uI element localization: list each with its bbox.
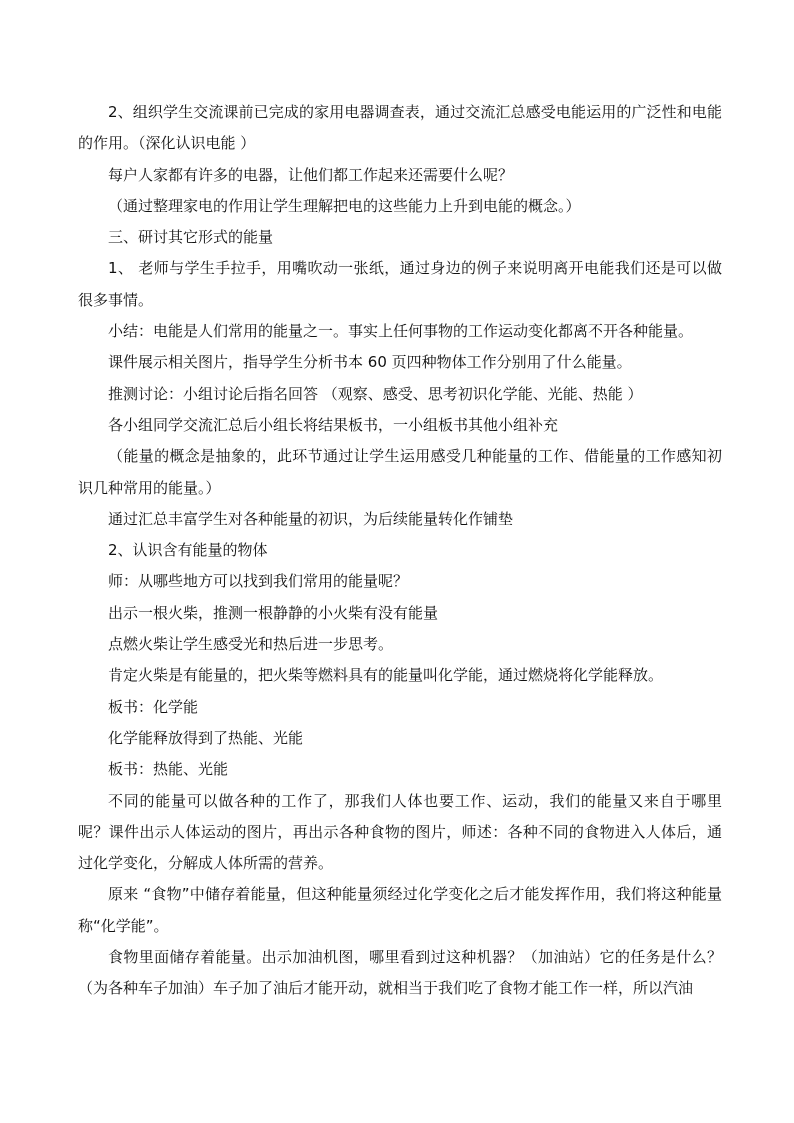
paragraph: 各小组同学交流汇总后小组长将结果板书，一小组板书其他小组补充: [108, 415, 559, 434]
paragraph: （通过整理家电的作用让学生理解把电的这些能力上升到电能的概念。）: [108, 196, 581, 215]
paragraph: 不同的能量可以做各种的工作了，那我们人体也要工作、运动，我们的能量又来自于哪里呢？课件出示人体运动的图片，再出示各种食物的图片，师述：各种不同的食物进入人体后，通过化学变化，分解成人体所需的营养。: [78, 791, 722, 873]
paragraph: 小结：电能是人们常用的能量之一。事实上任何事物的工作运动变化都离不开各种能量。: [108, 322, 694, 341]
paragraph: 出示一根火柴，推测一根静静的小火柴有没有能量: [108, 603, 439, 622]
board-note: 板书：化学能: [108, 697, 199, 716]
subsection-heading: 2、认识含有能量的物体: [108, 541, 268, 560]
paragraph: 食物里面储存着能量。出示加油机图，哪里看到过这种机器？（加油站）它的任务是什么？（为各种车子加油）车子加了油后才能开动，就相当于我们吃了食物才能工作一样，所以汽油: [78, 948, 722, 998]
board-note: 板书：热能、光能: [108, 760, 229, 779]
section-heading: 三、研讨其它形式的能量: [108, 228, 274, 247]
paragraph: 课件展示相关图片，指导学生分析书本 60 页四种物体工作分别用了什么能量。: [108, 353, 632, 372]
paragraph: 每户人家都有许多的电器，让他们都工作起来还需要什么呢？: [108, 165, 514, 184]
paragraph: 推测讨论：小组讨论后指名回答 （观察、感受、思考初识化学能、光能、热能 ）: [108, 384, 643, 403]
paragraph: （能量的概念是抽象的，此环节通过让学生运用感受几种能量的工作、借能量的工作感知初识几种常用的能量。）: [78, 447, 722, 497]
paragraph: 2、组织学生交流课前已完成的家用电器调查表，通过交流汇总感受电能运用的广泛性和电能的作用。（深化认识电能 ）: [78, 103, 722, 153]
paragraph: 1、 老师与学生手拉手，用嘴吹动一张纸，通过身边的例子来说明离开电能我们还是可以做很多事情。: [78, 259, 722, 309]
paragraph: 点燃火柴让学生感受光和热后进一步思考。: [108, 635, 394, 654]
paragraph: 通过汇总丰富学生对各种能量的初识，为后续能量转化作铺垫: [108, 509, 514, 528]
paragraph: 肯定火柴是有能量的，把火柴等燃料具有的能量叫化学能，通过燃烧将化学能释放。: [108, 666, 664, 685]
paragraph: 原来 “食物”中储存着能量，但这种能量须经过化学变化之后才能发挥作用，我们将这种能量称“化学能”。: [78, 885, 722, 935]
document-body: [78, 97, 722, 1005]
paragraph: 化学能释放得到了热能、光能: [108, 728, 304, 747]
paragraph: 师：从哪些地方可以找到我们常用的能量呢？: [108, 572, 409, 591]
